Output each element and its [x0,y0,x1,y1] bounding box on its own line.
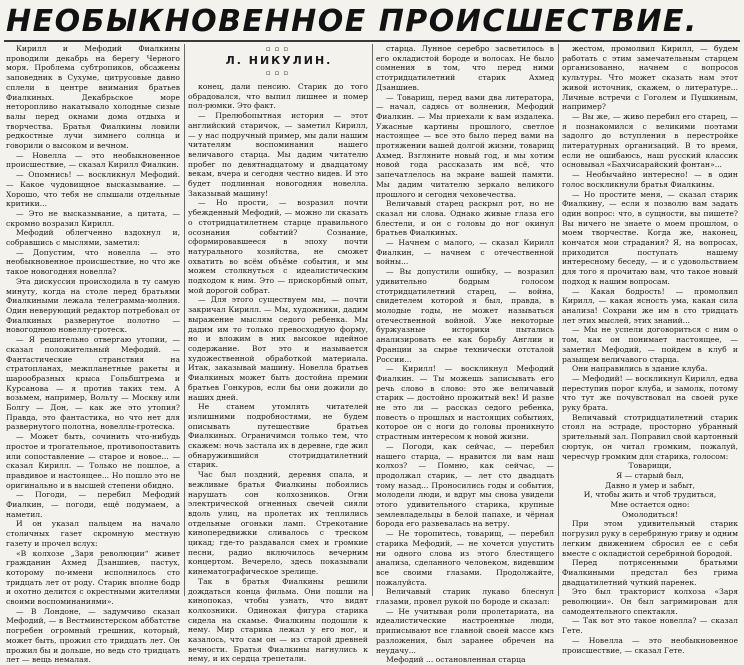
article-paragraph: Кирилл и Мефодий Фиалкины проводили декабрь на берегу Черного моря. Проблема субтропиков, обсажены заповедник в Сухуме, цитрусовые давно сплели в центре внимания братьев Фиалкиных. Декабрьское море неторопливо накатывало холодные сизые валы перед окнами дома отдыха и творчества. Братья Фиалкины ловили редкостные лучи зимнего солнца и говорили о высоком и вечном. [6,44,180,151]
article-paragraph: — Вы допустили ошибку, — возразил удивительно бодрым голосом стотридцатилетний старец, — война, свидетелем которой я был, правда, в молодые годы, не может называться отечественной войной. Уже некоторые буржуазные историки пытались анализировать ее как борьбу Англии и Франции за сырье технически отсталой России... [376,267,554,364]
article-paragraph: — Товарищ, перед вами два литератора, — начал, садясь от волнения, Мефодий Фиалкин. — Мы приехали к вам издалека. Ужасные картины прошлого, светлое настоящее — все это было перед вами на протяжении вашей долгой жизни, товарищ Ахмед. Взгляните новый год, и мы хотим новой года рассказать им всё, что запечатлелось на экране вашей памяти. Мы дадим читателю зеркало великого прошлого и сегодня чеховечества. [376,92,554,199]
article-paragraph: Это был тракторист колхоза «Заря революции». Он был загримирован для самодеятельного спектакля. [562,587,738,616]
article-paragraph: Мефодий облегченно вздохнул и, собравшись с мыслями, заметил: [6,228,180,248]
article-paragraph: Мефодий ... остановленная старца [386,655,526,665]
article-paragraph: — Новелла — это необыкновенное происшествие, — сказал Гете. [562,635,738,655]
article-paragraph: — Прелюбопытная история — этот английский старичок, — заметил Кирилл, — у нас подручный пример, мы дали нашим читателям воспоминания нашего величавого старца. Мы дадим читателю пробег по девятнадцатому и двадцатому векам, вчера и сегодня честно видев. И это будет подлинная новогодняя новелла. Заказывай машину! [188,111,368,198]
column-divider [184,44,185,596]
article-paragraph: — Новелла — это необыкновенное происшествие, — сказал Кирилл Фиалкин. [6,150,180,170]
author-byline: Л. НИКУЛИН. [225,54,333,67]
article-paragraph: — Вы же, — живо перебил его старец, — я познакомился с великими поэтами задолго до вступления в перестройке литературных организаций. В то время, если не ошибаюсь, наш русский классик основывал «Бахчисарайский фонтан»... [562,111,738,170]
byline-block [188,44,370,80]
article-paragraph: Эта дискуссия происходила в ту самую минуту, когда на столе перед братьями Фиалкиными лежала телеграмма-молния. Один неверующий редактор потребовал от Фиалкиных развернутое полотно — новогоднюю новеллу-гротеск. [6,276,180,335]
article-paragraph: — Опомнись! — воскликнул Мефодий. — Какое чудовищное высказывание. — Хорошо, что тебя не слышали отдельные критики... [6,170,180,209]
article-paragraph: — Допустим, что новелла — это необыкновенное происшествие, но что же такое новогодняя новелла? [6,247,180,277]
article-paragraph: Омолодиться! [621,509,679,519]
column-divider [558,44,559,596]
article-paragraph: — Так вот это такое новелла? — сказал Гете. [562,616,738,636]
article-column-4 [562,44,738,655]
article-paragraph: — Я решительно отвергаю утопии, — сказал положительный Мефодий. — Фантастические странствия на стратопланах, межпланетные ракеты и шарообразных крыса Гольбштрема и Курсанова — я против таких тем. А возьмем, например, Вольту — Москву или Болгу — Дон, — как же это утопия? Правда, это фантастика, но что нет для развернутого полотна, новеллы-гротеска. [6,335,180,432]
ornament: ▫▫▫ [265,45,293,53]
article-paragraph: Величавый стотридцатилетний старик стоял на эстраде, просторно убранный зрительный зал. Поправил свой картонный сюртук, он читал громким, пожалуй, чересчур громким для старика, голосом: [562,412,738,461]
article-paragraph: Я — старый был, [616,470,684,480]
article-paragraph: жестом, промолвил Кирилл, — будем работать с этим замечательным старцем организованно, начнем с вопросов культуры. Что может сказать нам этот живой источник, скажем, о литературе... Личные встречи с Гоголем и Пушкиным, например? [562,44,738,112]
column-divider [372,44,373,596]
article-paragraph: конец, дали пенсию. Старик до того обрадовался, что выпил лишнее и помер пол-рюмки. Это факт. [188,82,368,111]
article-paragraph: — Но прости, — возразил почти убежденный Мефодий, — можно ли сказать о стотридцатилетнем старце правильного осознания событий? Сознание, сформировавшееся в эпоху почти натурального хозяйства, не сможет охватить во всём объёме события, и мы можем столкнуться с идеалистическим подходом к ним. Это — прискорбный опыт, мой дорогой собрат. [188,198,368,295]
article-paragraph: — Не учитывая роли пролетариата, на идеалистические настроенные люди, приписывают все главной своей массе кмз разложения, был заранее обречен на неудачу... [376,606,554,655]
article-paragraph: — Мефодий! — воскликнул Кирилл, едва переступив порог клуба, и замолк, потому что тут же почувствовал на своей руке руку брата. [562,373,738,413]
article-paragraph: Величавый старик лукаво блеснул глазами, провел рукой по бороде и сказал: [376,587,554,607]
article-paragraph: — Начнем с малого, — сказал Кирилл Фиалкин, — начнем с отечественной войны... [376,238,554,267]
article-paragraph: Так в братья Фиалкины решили дождаться конца фильма. Они пошли на кинопоказ, чтобы узнать, что видят колхозники. Одинокая фигура старика сидела на скамье. Фиалкины подошли к нему. Мир старика лежал у его ног, и казалось, что сам он — из старой древней вечности. Братья Фиалкины нагнулись к нему, и их сердца трепетали. [188,576,368,664]
article-paragraph: старца. Лунное серебро засветилось в его окладистой бороде и волосах. Не было сомнения в том, что перед ними стотридцатилетний старик Ахмед Дзаншиев. [376,44,554,92]
article-column-3 [376,44,554,665]
headline-rule [4,40,740,42]
article-paragraph: — Мы не успели договориться с ним о том, как он понимает настоящее, — заметил Мефодий, — пойдем в клуб и разыщем величавого старца. [562,325,738,364]
article-paragraph: Они направились в здание клуба. [572,364,708,374]
article-paragraph: Давно я умер и забыт, [605,480,695,490]
article-paragraph: Мне остается одно: [610,500,690,510]
ornament: ▫▫▫ [265,69,293,77]
article-paragraph: — Необычайно интересно! — в один голос воскликнули братья Фиалкины. [562,170,738,189]
article-paragraph: Величавый старец раскрыл рот, но не сказал ни слова. Однако живые глаза его блестели, и он с головы до ног окинул братьев Фиалкиных. [376,199,554,238]
article-paragraph: И он указал пальцем на начало столичных газет скромную местную газету и прочел вслух: [6,519,180,548]
article-paragraph: И, чтобы жить и чтоб трудиться, [583,490,717,500]
article-paragraph: — В Лондоне, — задумчиво сказал Мефодий, — в Вестминстерском аббатстве погребен огромный грешник, который, может быть, прожил сто тридцать лет. Он прожил бы и дольше, но ведь сто тридцать лет — вещь немалая. [6,606,180,665]
article-paragraph: Перед потрясенными братьями Фиалкиными предстал без грима двадцатилетний чуткий паренек. [562,558,738,587]
article-paragraph: При этом удивительный старик погрузил руку в серебряную гриву и одним легким движением сбросил ее с себя вместе с окладистой серебряной бородой. [562,519,738,558]
article-paragraph: — Для этого существуем мы, — почти закричал Кирилл. — Мы, художники, дадим выражение мыслям седого ребенка. Мы дадим им то только превосходную форму, но и вложим в них высокое идейное содержание. Вот это и называется художественной обработкой материала. Итак, заказывай машину. Новелла братьев Фиалкиных может быть достойна премии братьев Гонкуров, если бы они дожили до наших дней. [188,295,368,402]
article-paragraph: — Но простите меня, — сказал старик Фиалкину, — если я позволю вам задать один вопрос: что, в сущности, вы пишете? Вы ничего не знаете о моем прошлом, о моем творчестве. Когда же, наконец, кончатся мои страдания? Я, на вопросах, приходится поступать нашему интересному беседу, — и с удовольствием для того я прочитаю вам, что такое новый подход к нашим вопросам. [562,189,738,286]
article-paragraph: — Может быть, сочинить что-нибудь простое и трогательное, противопоставить или сопоставление — старое и новое... — сказал Кирилл. — Только не пошлое, а правдивое и настоящее... Но пошло это не оригинально и в высшей степени обидно. [6,432,180,490]
article-paragraph: — Погоди, как сейчас, — перебил нашего старца, — нравится ли вам наш колхоз? — Помню, как сейчас, — продолжал старик, — лет сто двадцать тому назад... Проносились годы и события, молодели люди, и вдруг мы снова увидели этого удивительного старика, крупные землевладельцы в белой папахе, и чёрная борода его развевалась на ветру. [376,441,554,529]
article-paragraph: — Это не высказывание, а цитата, — скромно возразил Кирилл. [6,208,180,228]
article-paragraph: — Погоди, — перебил Мефодий Фиалкин, — погоди, ещё подумаем, а наметил. [6,490,180,519]
article-paragraph: Час был поздний, деревня спала, и вежливые братья Фиалкины побоялись нарушать сон колхозников. Огни электрической огненных свечей сияли вдоль улиц, на пролетах их теплились отдельные огоньки ламп. Стрекотание кинопередвижки сливалось с треском цикад; где-то раздавался смех и громкие песни, радио включилось вечерним концертом. Вечерело, здесь показывали кинематографическое зрелище. [188,470,368,577]
article-paragraph: — Не торопитесь, товарищ, — перебил старика Мефодий, — не хочется упустить ни одного слова из этого блестящего анализа, сделанного человеком, видевшим все своими глазами. Продолжайте, пожалуйста. [376,529,554,587]
headline: НЕОБЫКНОВЕННОЕ ПРОИСШЕСТВИЕ. [6,4,698,39]
article-column-1 [6,44,180,665]
article-paragraph: — Какая бодрость! — промолвил Кирилл, — какая ясность ума, какая сила анализа! Сохрани же им в сто тридцать лет этих мыслей, этих знаний... [562,286,738,325]
article-paragraph: Не станем утомлять читателей излишними подробностями, не будем описывать путешествие братьев Фиалкиных. Ограничимся только тем, что скажем: ночь застала их в деревне, где жил обнаружившийся стотридцатилетний старик. [188,402,368,470]
article-paragraph: — Кирилл! — воскликнул Мефодий Фиалкин. — Ты можешь записывать его речь слово в слово: это же величавый старик — достойно прожитый век! И разве не это ли — рассказ седого ребенка, повесть о прошлых и настоящих событиях, которое он с ноги до головы проникнуто страстным интересом к новой жизни. [376,364,554,442]
article-column-2 [188,82,368,664]
article-paragraph: «В колхозе „Заря революции“ живет гражданин Ахмед Дзаншиев, пастух, которому по-имени исполнилось сто тридцать лет от роду. Старик вполне бодр и охотно делится с окрестными жителями своими воспоминаниями». [6,548,180,607]
article-paragraph: Товарищи, [628,461,672,471]
